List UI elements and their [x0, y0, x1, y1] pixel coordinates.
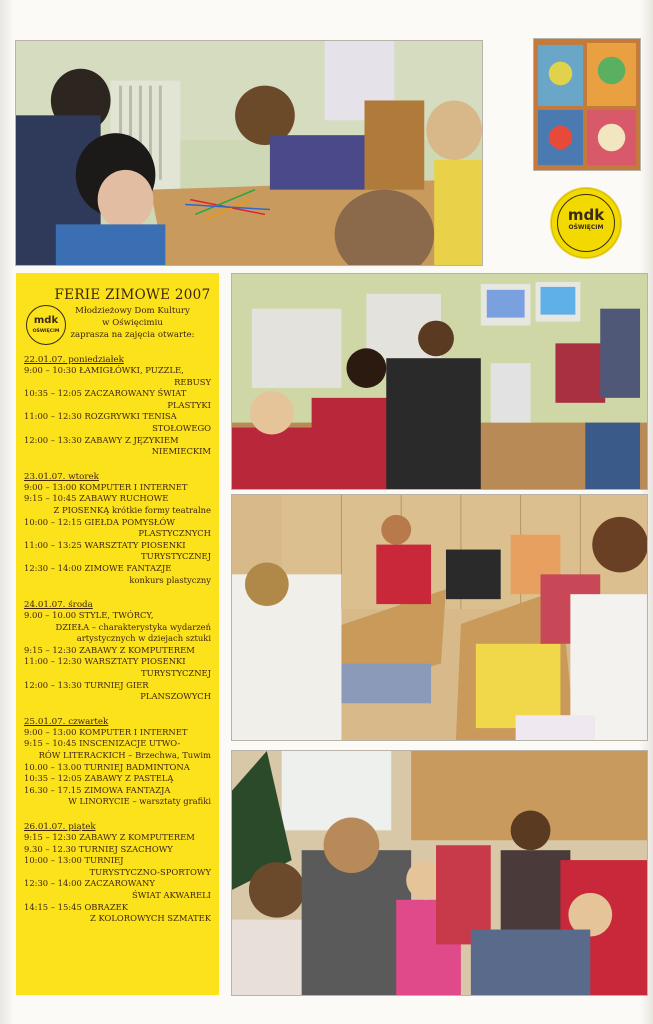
schedule-event	[24, 610, 211, 645]
event-line: 9.00 – 10.00 STYLE, TWÓRCY,	[24, 610, 154, 621]
schedule-event	[24, 762, 211, 774]
schedule-event	[24, 855, 211, 878]
schedule-event	[24, 540, 211, 563]
event-continuation: konkurs plastyczny	[129, 574, 211, 585]
event-line: 14:15 – 15:45 OBRAZEK	[24, 901, 129, 912]
schedule-event	[24, 878, 211, 901]
schedule-event	[24, 656, 211, 679]
schedule-event	[24, 902, 211, 925]
schedule-panel	[16, 273, 219, 995]
schedule-event	[24, 680, 211, 703]
panel-title: FERIE ZIMOWE 2007	[54, 287, 211, 303]
schedule-event	[24, 645, 211, 657]
schedule-event	[24, 738, 211, 761]
schedule-event	[24, 785, 211, 808]
event-continuation: PLANSZOWYCH	[140, 691, 211, 702]
event-line: 9:15 – 10:45 ZABAWY RUCHOWE	[24, 493, 169, 504]
event-continuation: STOŁOWEGO	[152, 422, 211, 433]
mdk-logo	[551, 188, 621, 258]
photo-children-pickup-sticks	[15, 40, 483, 266]
event-continuation: PLASTYKI	[167, 399, 211, 410]
event-line: 10:35 – 12:05 ZACZAROWANY ŚWIAT	[24, 388, 187, 399]
event-line: 11:00 – 12:30 WARSZTATY PIOSENKI	[24, 656, 186, 667]
event-continuation: RÓW LITERACKICH – Brzechwa, Tuwim	[38, 750, 211, 761]
schedule-event	[24, 411, 211, 434]
logo-text: mdk	[567, 206, 605, 224]
event-line: 9.30 – 12.30 TURNIEJ SZACHOWY	[24, 843, 173, 854]
schedule-event	[24, 388, 211, 411]
day-heading: 26.01.07. piątek	[24, 822, 96, 832]
day-heading: 24.01.07. środa	[24, 600, 93, 611]
event-line: 12:30 – 14:00 ZACZAROWANY	[24, 878, 155, 889]
photo-children-drawings-wall	[533, 38, 641, 171]
event-line: 10:00 – 12:15 GIEŁDA POMYSŁÓW	[24, 516, 176, 527]
panel-intro: Młodzieżowy Dom Kultury w Oświęcimiu zaprasza na zajęcia otwarte:	[70, 306, 195, 340]
event-continuation: TURYSTYCZNO-SPORTOWY	[89, 866, 211, 877]
photo-computer-room	[231, 273, 648, 490]
event-continuation: DZIEŁA – charakterystyka wydarzeń artystycznych w dziejach sztuki	[55, 621, 211, 644]
event-line: 9:00 – 13:00 KOMPUTER I INTERNET	[24, 726, 188, 737]
logo-subtext: OŚWIĘCIM	[568, 224, 604, 231]
schedule-event	[24, 365, 211, 388]
event-line: 12:30 – 14:00 ZIMOWE FANTAZJE	[24, 562, 172, 573]
event-line: 9:15 – 10:45 INSCENIZACJE UTWO-	[24, 738, 181, 749]
schedule-event	[24, 844, 211, 856]
event-line: 10:00 – 13:00 TURNIEJ	[24, 855, 124, 866]
schedule-event	[24, 493, 211, 516]
schedule-event	[24, 563, 211, 586]
event-continuation: W LINORYCIE – warsztaty grafiki	[68, 796, 211, 807]
schedule-days	[24, 355, 211, 925]
event-line: 12:00 – 13:30 ZABAWY Z JĘZYKIEM	[24, 434, 179, 445]
event-line: 12:00 – 13:30 TURNIEJ GIER	[24, 679, 149, 690]
photo-board-games	[231, 494, 648, 741]
event-line: 9:00 – 10:30 ŁAMIGŁÓWKI, PUZZLE,	[24, 365, 184, 375]
schedule-event	[24, 773, 211, 785]
event-continuation: ŚWIAT AKWARELI	[131, 889, 211, 900]
event-continuation: Z KOLOROWYCH SZMATEK	[89, 913, 211, 924]
event-line: 11:00 – 12:30 ROZGRYWKI TENISA	[24, 411, 177, 422]
event-continuation: REBUSY	[174, 376, 211, 387]
schedule-event	[24, 517, 211, 540]
event-continuation: TURYSTYCZNEJ	[141, 668, 211, 679]
event-line: 16.30 – 17.15 ZIMOWA FANTAZJA	[24, 784, 171, 795]
event-continuation: PLASTYCZNYCH	[138, 528, 211, 539]
day-heading: 22.01.07. poniedziałek	[24, 355, 124, 365]
schedule-event	[24, 832, 211, 844]
mdk-logo-small: mdk OŚWIĘCIM	[26, 305, 66, 345]
event-continuation: NIEMIECKIM	[151, 446, 211, 457]
event-continuation: Z PIOSENKĄ krótkie formy teatralne	[53, 504, 211, 515]
event-line: 9:15 – 12:30 ZABAWY Z KOMPUTEREM	[24, 644, 195, 655]
event-line: 9:15 – 12:30 ZABAWY Z KOMPUTEREM	[24, 832, 195, 842]
event-line: 10.00 – 13.00 TURNIEJ BADMINTONA	[24, 761, 190, 772]
event-line: 11:00 – 13:25 WARSZTATY PIOSENKI	[24, 539, 186, 550]
day-heading: 25.01.07. czwartek	[24, 716, 109, 727]
schedule-event	[24, 727, 211, 739]
event-line: 9:00 – 13:00 KOMPUTER I INTERNET	[24, 481, 188, 492]
event-line: 10:35 – 12:05 ZABAWY Z PASTELĄ	[24, 773, 174, 784]
schedule-event	[24, 482, 211, 494]
photo-children-raising-hands	[231, 750, 648, 996]
day-heading: 23.01.07. wtorek	[24, 471, 99, 482]
schedule-event	[24, 435, 211, 458]
event-continuation: TURYSTYCZNEJ	[141, 551, 211, 562]
